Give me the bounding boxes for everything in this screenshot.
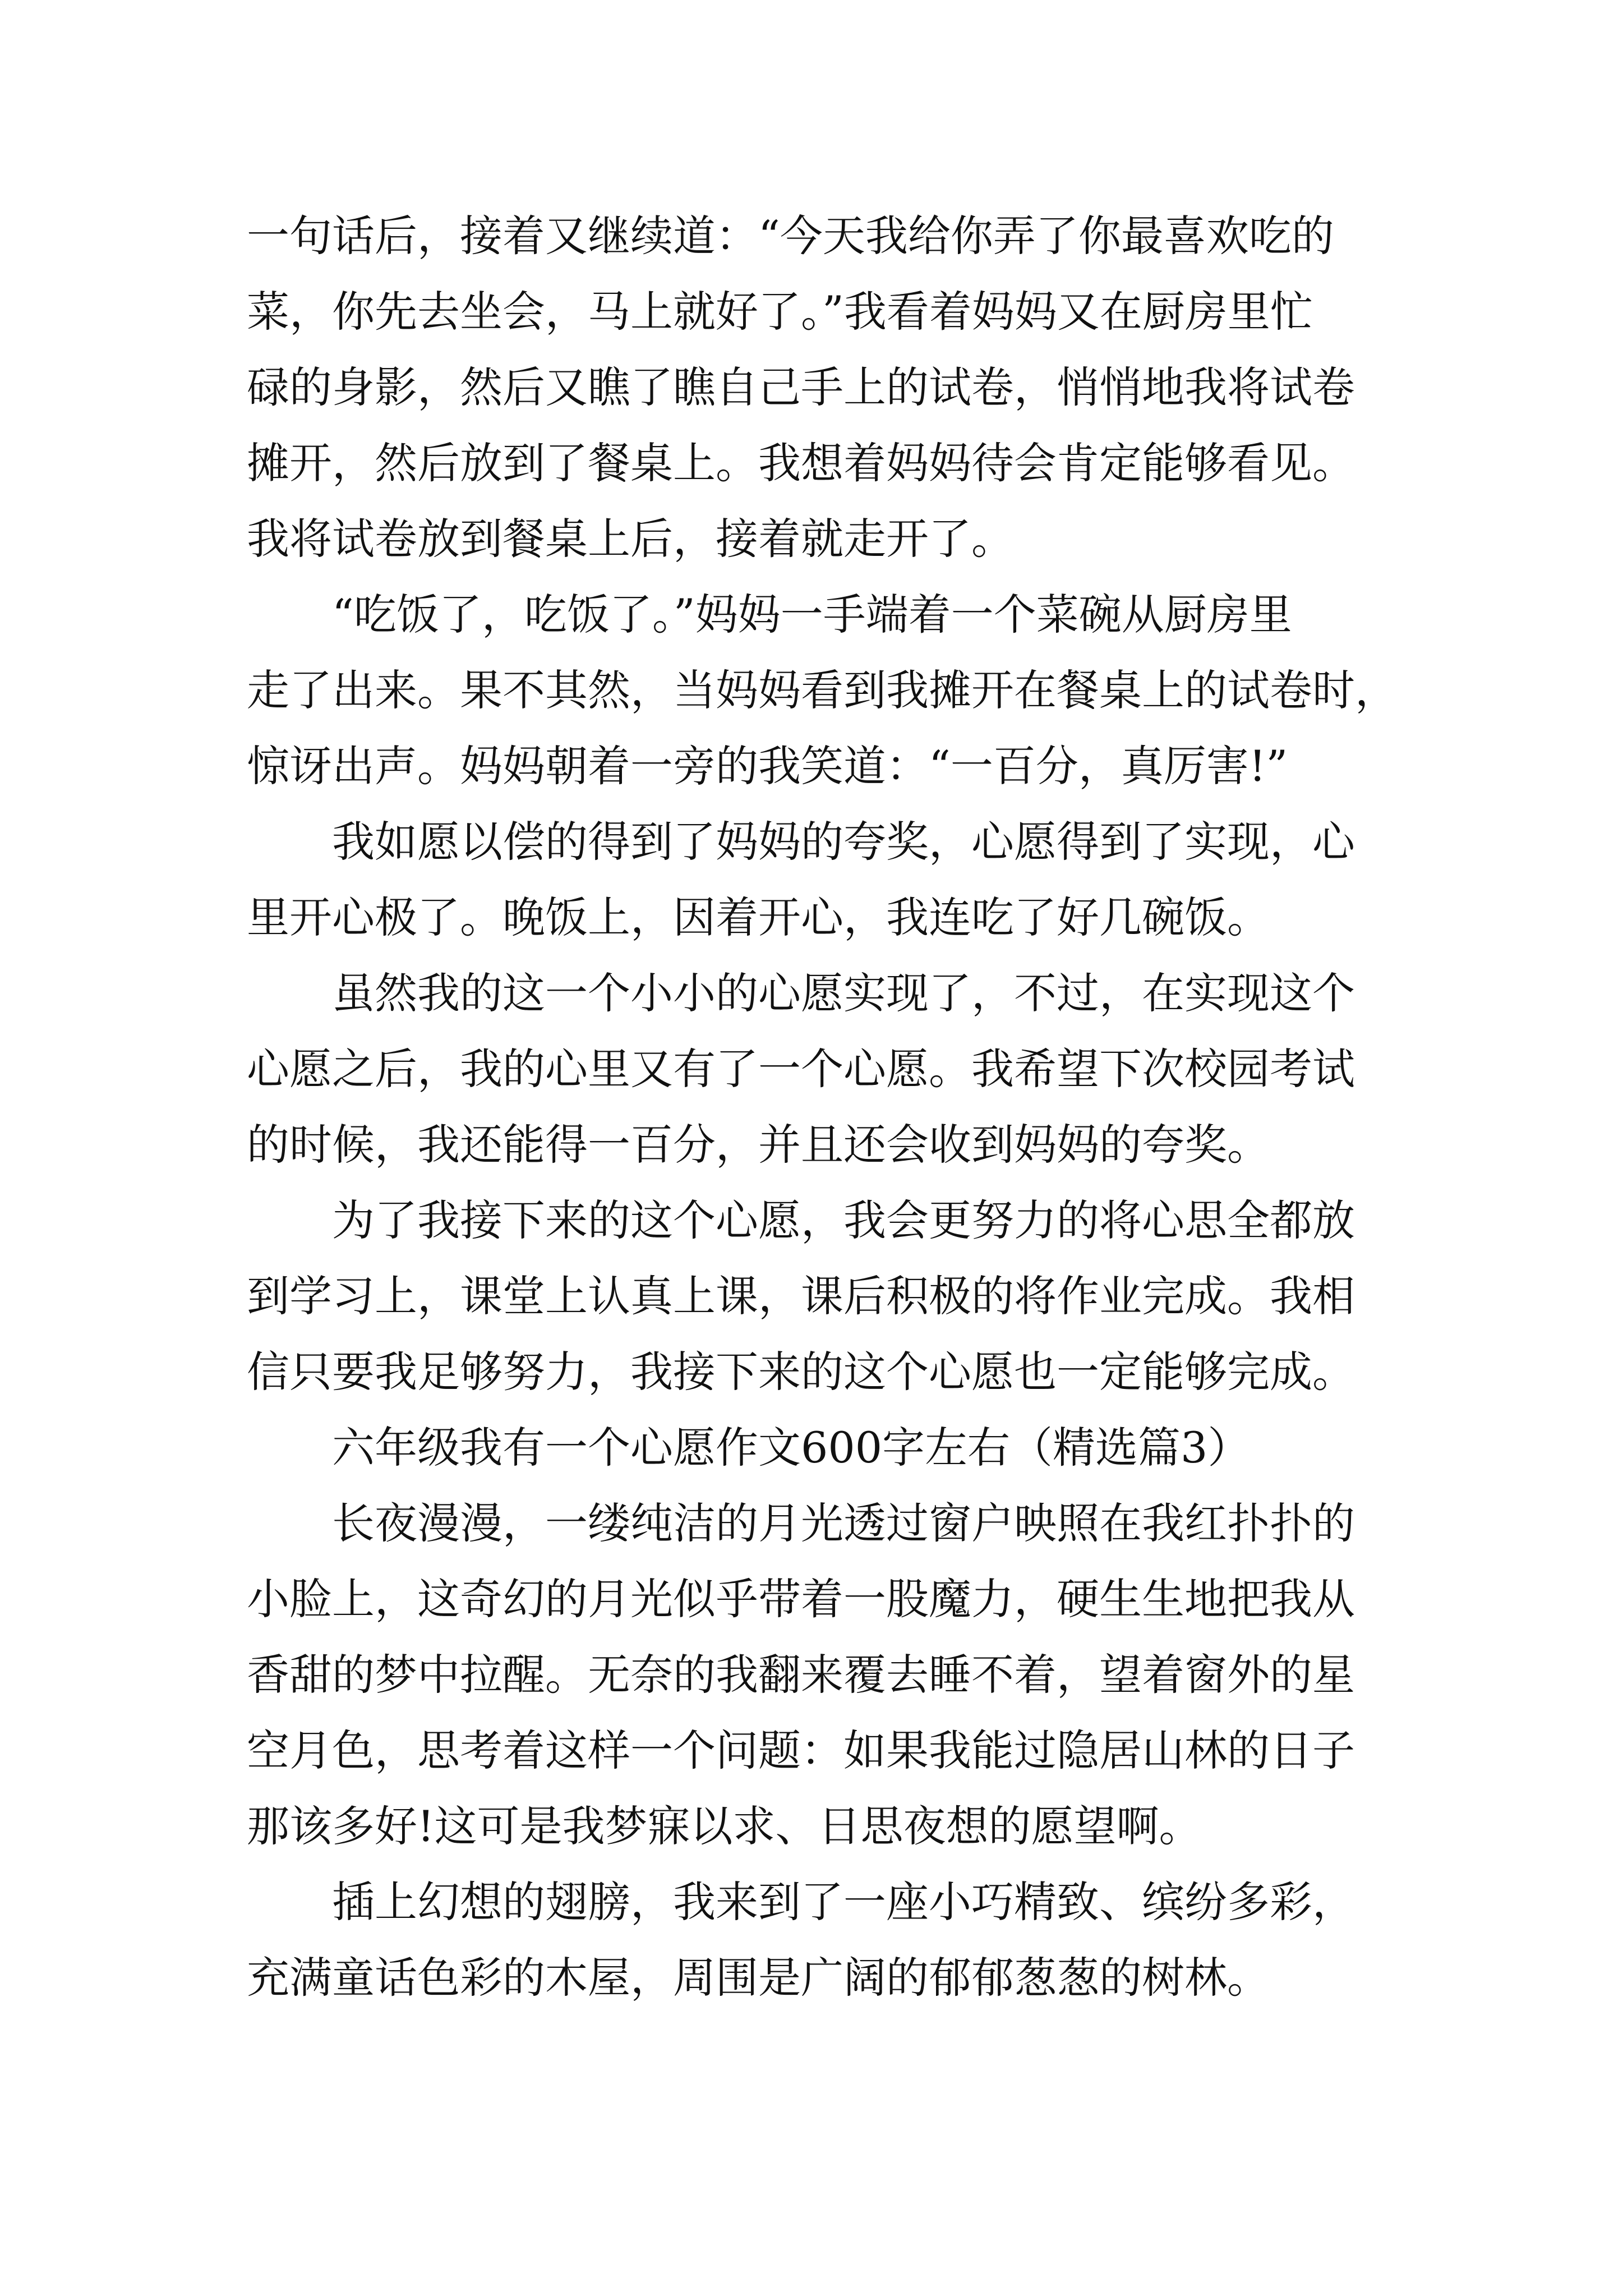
text-line: 惊讶出声。妈妈朝着一旁的我笑道：“一百分，真厉害!” — [247, 741, 1288, 791]
text-line: 香甜的梦中拉醒。无奈的我翻来覆去睡不着，望着窗外的星 — [247, 1650, 1355, 1700]
text-line: 充满童话色彩的木屋，周围是广阔的郁郁葱葱的树林。 — [247, 1953, 1270, 2003]
text-line: 里开心极了。晚饭上，因着开心，我连吃了好几碗饭。 — [247, 892, 1270, 942]
text-line: 虽然我的这一个小小的心愿实现了，不过，在实现这个 — [332, 968, 1355, 1018]
text-line: 的时候，我还能得一百分，并且还会收到妈妈的夸奖。 — [247, 1120, 1270, 1170]
text-line: 空月色，思考着这样一个问题：如果我能过隐居山林的日子 — [247, 1726, 1355, 1775]
text-line: 我如愿以偿的得到了妈妈的夸奖，心愿得到了实现，心 — [332, 817, 1355, 867]
text-line: 心愿之后，我的心里又有了一个心愿。我希望下次校园考试 — [247, 1044, 1355, 1094]
text-line: 为了我接下来的这个心愿，我会更努力的将心思全都放 — [332, 1195, 1355, 1245]
text-line: 插上幻想的翅膀，我来到了一座小巧精致、缤纷多彩， — [332, 1877, 1355, 1927]
text-line: 一句话后，接着又继续道：“今天我给你弄了你最喜欢吃的 — [247, 211, 1334, 261]
text-line: 摊开，然后放到了餐桌上。我想着妈妈待会肯定能够看见。 — [247, 438, 1355, 488]
text-line: 我将试卷放到餐桌上后，接着就走开了。 — [247, 514, 1014, 564]
text-line: “吃饭了，吃饭了。”妈妈一手端着一个菜碗从厨房里 — [332, 590, 1292, 639]
text-line: 到学习上，课堂上认真上课，课后积极的将作业完成。我相 — [247, 1271, 1355, 1321]
text-line: 菜，你先去坐会，马上就好了。”我看着妈妈又在厨房里忙 — [247, 287, 1313, 337]
section-heading: 六年级我有一个心愿作文600字左右（精选篇3） — [332, 1423, 1251, 1473]
text-line: 小脸上，这奇幻的月光似乎带着一股魔力，硬生生地把我从 — [247, 1574, 1355, 1624]
text-line: 那该多好!这可是我梦寐以求、日思夜想的愿望啊。 — [247, 1801, 1202, 1851]
text-line: 走了出来。果不其然，当妈妈看到我摊开在餐桌上的试卷时， — [247, 665, 1398, 715]
text-line: 信只要我足够努力，我接下来的这个心愿也一定能够完成。 — [247, 1347, 1355, 1397]
text-line: 长夜漫漫，一缕纯洁的月光透过窗户映照在我红扑扑的 — [332, 1498, 1355, 1548]
text-line: 碌的身影，然后又瞧了瞧自己手上的试卷，悄悄地我将试卷 — [247, 362, 1355, 412]
